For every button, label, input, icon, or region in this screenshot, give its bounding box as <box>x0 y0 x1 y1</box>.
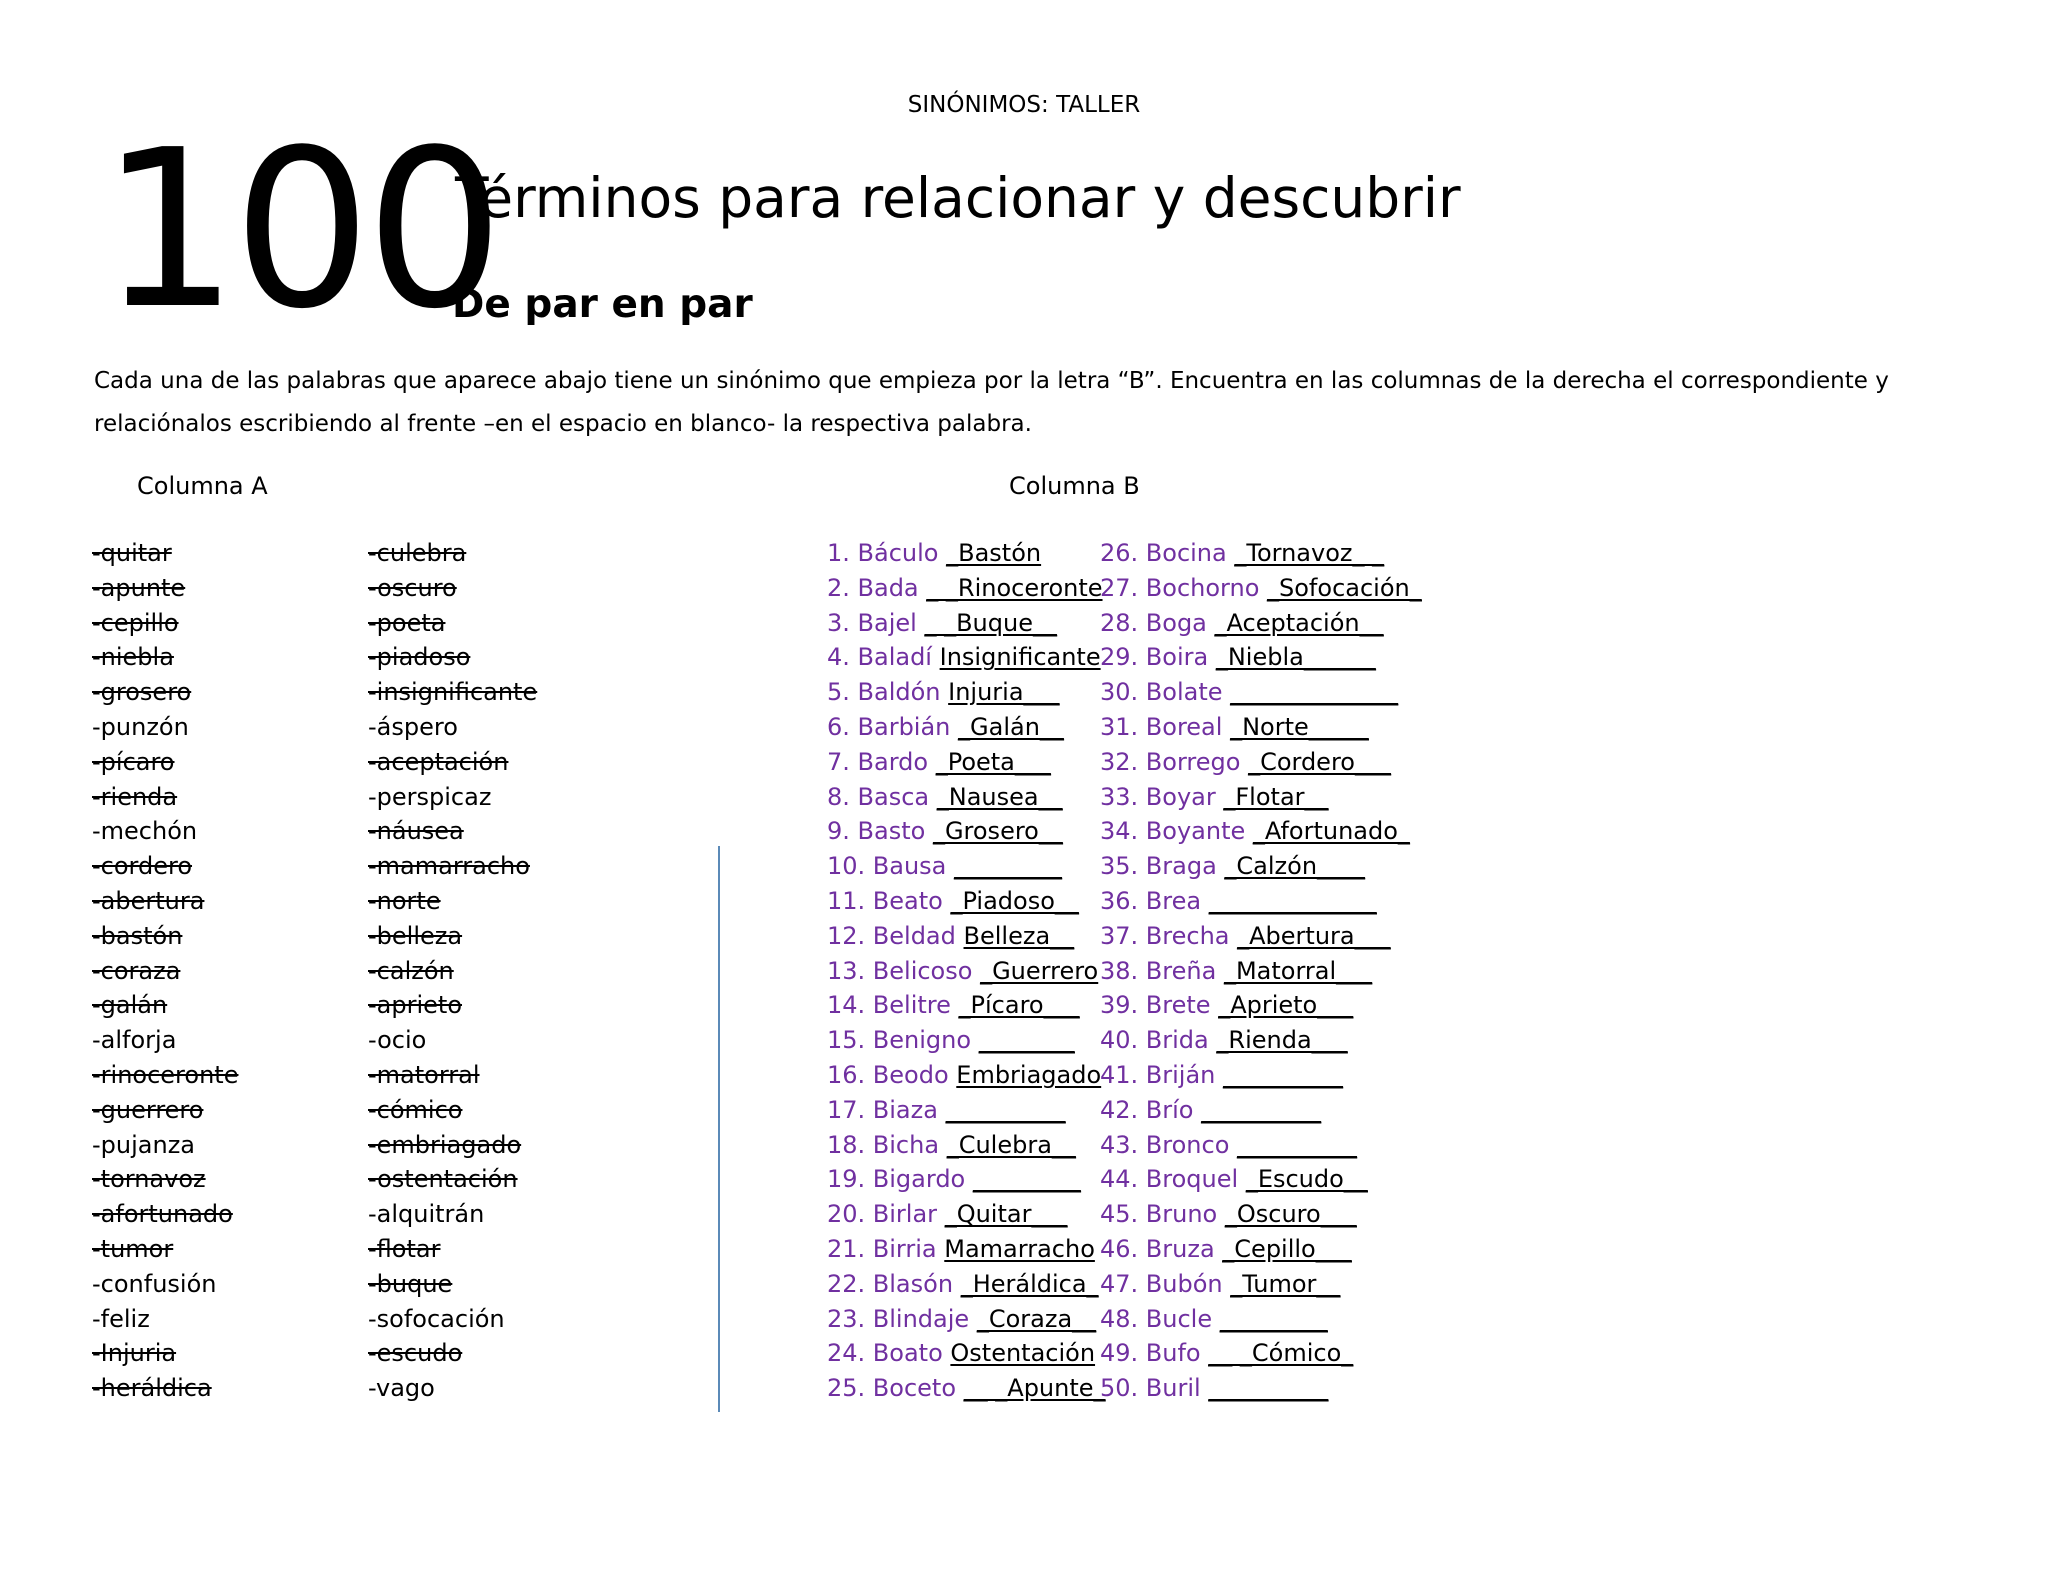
synonym-row <box>827 606 1106 641</box>
answer-blank[interactable]: _Norte_____ <box>1230 712 1369 741</box>
big-number: 100 <box>100 104 499 357</box>
synonym-row <box>827 954 1106 989</box>
word-item: -norte <box>368 886 441 915</box>
synonym-term: 16. Beodo <box>827 1060 949 1089</box>
answer-blank[interactable]: _Oscuro___ <box>1224 1200 1357 1229</box>
answer-blank[interactable]: _Nausea__ <box>936 782 1063 811</box>
word-item: -apunte <box>92 573 186 602</box>
answer-blank[interactable]: __________ <box>1208 1374 1329 1403</box>
answer-blank[interactable]: __ _Apunte_ <box>963 1374 1106 1403</box>
answer-blank[interactable]: _Heráldica_ <box>960 1269 1099 1298</box>
answer-blank[interactable]: _Bastón <box>946 539 1042 567</box>
answer-blank[interactable]: _________ <box>972 1165 1081 1194</box>
answer-blank[interactable]: _Aprieto___ <box>1218 991 1354 1020</box>
synonym-term: 13. Belicoso <box>827 956 973 985</box>
answer-blank[interactable]: _Culebra__ <box>946 1130 1076 1159</box>
answer-blank[interactable]: __________ <box>1201 1095 1322 1124</box>
word-item: -bastón <box>92 921 183 950</box>
synonym-row <box>827 1128 1106 1163</box>
document-header: SINÓNIMOS: TALLER <box>907 92 1141 118</box>
synonym-row <box>827 1267 1106 1302</box>
synonym-term: 41. Briján <box>1100 1060 1216 1089</box>
synonym-row <box>827 884 1106 919</box>
synonym-term: 5. Baldón <box>827 678 941 707</box>
synonym-term: 31. Boreal <box>1100 712 1223 741</box>
synonym-term: 50. Buril <box>1100 1374 1201 1403</box>
synonym-row <box>1100 571 1422 606</box>
word-item: -rinoceronte <box>92 1060 239 1089</box>
answer-blank[interactable]: _Aceptación__ <box>1214 608 1384 637</box>
word-item: -guerrero <box>92 1095 204 1124</box>
synonym-row <box>827 1058 1106 1093</box>
word-item: -calzón <box>368 956 454 985</box>
answer-blank[interactable]: ______________ <box>1230 678 1399 707</box>
synonym-row <box>1100 1093 1422 1128</box>
word-item: -afortunado <box>92 1200 233 1229</box>
synonym-term: 32. Borrego <box>1100 747 1241 776</box>
answer-blank[interactable]: _Grosero__ <box>932 817 1063 846</box>
word-item: -mechón <box>92 817 198 846</box>
synonym-term: 23. Blindaje <box>827 1304 970 1333</box>
word-item: -cómico <box>368 1095 463 1124</box>
answer-blank[interactable]: Belleza__ <box>963 921 1075 950</box>
answer-blank[interactable]: __________ <box>945 1095 1066 1124</box>
word-item: -poeta <box>368 608 446 637</box>
synonym-term: 14. Belitre <box>827 991 951 1020</box>
answer-blank[interactable]: _________ <box>954 852 1063 881</box>
synonym-term: 11. Beato <box>827 886 943 915</box>
synonym-term: 29. Boira <box>1100 643 1209 672</box>
synonym-term: 28. Boga <box>1100 608 1207 637</box>
word-item: -Injuria <box>92 1339 177 1368</box>
synonym-row <box>827 1371 1106 1406</box>
synonym-row <box>1100 849 1422 884</box>
synonym-row <box>1100 814 1422 849</box>
synonym-row <box>827 1336 1106 1371</box>
synonym-term: 1. Báculo <box>827 539 939 567</box>
synonym-row <box>827 1162 1106 1197</box>
synonym-term: 37. Brecha <box>1100 921 1230 950</box>
synonym-row <box>1100 1058 1422 1093</box>
synonym-row <box>1100 780 1422 815</box>
synonym-term: 7. Bardo <box>827 747 929 776</box>
synonym-term: 8. Basca <box>827 782 930 811</box>
synonym-row <box>827 675 1106 710</box>
synonym-term: 19. Bigardo <box>827 1165 966 1194</box>
synonym-row <box>827 988 1106 1023</box>
answer-blank[interactable]: _Calzón____ <box>1224 852 1366 881</box>
answer-blank[interactable]: _Tumor__ <box>1230 1269 1341 1298</box>
synonym-term: 34. Boyante <box>1100 817 1246 846</box>
word-item: -matorral <box>368 1060 480 1089</box>
word-item: -alquitrán <box>368 1200 485 1229</box>
synonym-row <box>1100 988 1422 1023</box>
synonym-term: 10. Bausa <box>827 852 947 881</box>
column-divider <box>718 846 720 1412</box>
answer-blank[interactable]: _________ <box>1219 1304 1328 1333</box>
word-item: -perspicaz <box>368 782 492 811</box>
synonym-term: 48. Bucle <box>1100 1304 1213 1333</box>
word-item: -áspero <box>368 712 458 741</box>
word-item: -niebla <box>92 643 174 672</box>
answer-blank[interactable]: Embriagado <box>956 1060 1102 1089</box>
synonym-term: 46. Bruza <box>1100 1234 1215 1263</box>
synonym-term: 15. Benigno <box>827 1026 972 1055</box>
word-item: -abertura <box>92 886 205 915</box>
synonym-row <box>1100 1267 1422 1302</box>
answer-blank[interactable]: __________ <box>1237 1130 1358 1159</box>
synonym-term: 42. Brío <box>1100 1095 1194 1124</box>
synonym-term: 12. Beldad <box>827 921 956 950</box>
word-item: -mamarracho <box>368 852 530 881</box>
answer-blank[interactable]: _Pícaro___ <box>958 991 1080 1020</box>
answer-blank[interactable]: __________ <box>1223 1060 1344 1089</box>
word-item: -cepillo <box>92 608 179 637</box>
synonym-row <box>827 571 1106 606</box>
word-item: -culebra <box>368 539 467 567</box>
answer-blank[interactable]: ______________ <box>1208 886 1377 915</box>
synonym-term: 2. Bada <box>827 573 919 602</box>
column-b-list-2 <box>1100 536 1422 1406</box>
word-item: -sofocación <box>368 1304 505 1333</box>
synonym-row <box>1100 1128 1422 1163</box>
page-subtitle: De par en par <box>452 282 753 327</box>
word-item: -rienda <box>92 782 178 811</box>
word-item: -heráldica <box>92 1374 212 1403</box>
synonym-row <box>1100 1162 1422 1197</box>
word-item: -embriagado <box>368 1130 522 1159</box>
synonym-term: 43. Bronco <box>1100 1130 1230 1159</box>
synonym-term: 24. Boato <box>827 1339 943 1368</box>
word-item: -insignificante <box>368 678 538 707</box>
word-item: -náusea <box>368 817 464 846</box>
synonym-term: 36. Brea <box>1100 886 1202 915</box>
synonym-term: 17. Biaza <box>827 1095 938 1124</box>
synonym-term: 3. Bajel <box>827 608 917 637</box>
synonym-row <box>827 1023 1106 1058</box>
column-b-heading: Columna B <box>1009 472 1140 500</box>
synonym-row <box>827 1302 1106 1337</box>
answer-blank[interactable]: _Poeta___ <box>935 747 1051 776</box>
word-item: -ocio <box>368 1026 427 1055</box>
word-item: -feliz <box>92 1304 150 1333</box>
synonym-term: 22. Blasón <box>827 1269 954 1298</box>
column-b-list-1 <box>827 536 1106 1406</box>
synonym-term: 30. Bolate <box>1100 678 1223 707</box>
word-item: -aprieto <box>368 991 462 1020</box>
synonym-row <box>1100 1232 1422 1267</box>
synonym-term: 27. Bochorno <box>1100 573 1260 602</box>
answer-blank[interactable]: _Matorral___ <box>1223 956 1373 985</box>
answer-blank[interactable]: _ _Rinoceronte <box>926 573 1103 602</box>
synonym-row <box>1100 1197 1422 1232</box>
word-item: -oscuro <box>368 573 457 602</box>
synonym-term: 40. Brida <box>1100 1026 1209 1055</box>
synonym-term: 21. Birria <box>827 1234 937 1263</box>
synonym-term: 9. Basto <box>827 817 926 846</box>
synonym-row <box>827 919 1106 954</box>
word-item: -alforja <box>92 1026 177 1055</box>
synonym-row <box>1100 710 1422 745</box>
answer-blank[interactable]: _Rienda___ <box>1216 1026 1348 1055</box>
synonym-row <box>1100 536 1422 571</box>
synonym-row <box>827 780 1106 815</box>
answer-blank[interactable]: ________ <box>978 1026 1075 1055</box>
word-item: -belleza <box>368 921 463 950</box>
answer-blank[interactable]: _Cepillo___ <box>1222 1234 1352 1263</box>
instructions-paragraph: Cada una de las palabras que aparece abajo tiene un sinónimo que empieza por la letra “B”. Encuentra en las columnas de la derecha el correspondiente y relaciónalos escribiendo al frente –en el espacio en blanco- la respectiva palabra. <box>94 368 1889 437</box>
synonym-row <box>827 814 1106 849</box>
word-item: -quitar <box>92 539 172 567</box>
synonym-row <box>1100 954 1422 989</box>
word-item: -buque <box>368 1269 453 1298</box>
synonym-row <box>827 1232 1106 1267</box>
word-item: -piadoso <box>368 643 471 672</box>
synonym-row <box>827 1093 1106 1128</box>
answer-blank[interactable]: __ _Cómico_ <box>1208 1339 1354 1368</box>
synonym-term: 6. Barbián <box>827 712 951 741</box>
word-item: -pujanza <box>92 1130 195 1159</box>
word-item: -tumor <box>92 1234 174 1263</box>
synonym-row <box>1100 640 1422 675</box>
page-title: Términos para relacionar y descubrir <box>455 166 1461 230</box>
synonym-row <box>827 536 1106 571</box>
answer-blank[interactable]: _Niebla______ <box>1215 643 1376 672</box>
synonym-row <box>827 745 1106 780</box>
synonym-row <box>1100 1371 1422 1406</box>
answer-blank[interactable]: _ _Buque__ <box>924 608 1057 637</box>
word-item: -flotar <box>368 1234 441 1263</box>
answer-blank[interactable]: _Piadoso__ <box>950 886 1079 915</box>
word-item: -galán <box>92 991 168 1020</box>
word-item: -ostentación <box>368 1165 518 1194</box>
synonym-row <box>1100 606 1422 641</box>
synonym-row <box>1100 745 1422 780</box>
answer-blank[interactable]: _Guerrero <box>980 956 1099 985</box>
answer-blank[interactable]: _Coraza__ <box>976 1304 1097 1333</box>
answer-blank[interactable]: _Abertura___ <box>1237 921 1391 950</box>
synonym-row <box>1100 1023 1422 1058</box>
synonym-term: 45. Bruno <box>1100 1200 1218 1229</box>
synonym-row <box>1100 1302 1422 1337</box>
word-item: -punzón <box>92 712 189 741</box>
answer-blank[interactable]: Insignificante <box>939 643 1101 672</box>
answer-blank[interactable]: _Sofocación_ <box>1267 573 1422 602</box>
answer-blank[interactable]: Ostentación <box>950 1339 1096 1368</box>
answer-blank[interactable]: _Tornavoz_ _ <box>1234 539 1385 567</box>
answer-blank[interactable]: _Quitar___ <box>944 1200 1068 1229</box>
answer-blank[interactable]: _Escudo__ <box>1245 1165 1368 1194</box>
synonym-term: 49. Bufo <box>1100 1339 1201 1368</box>
synonym-term: 18. Bicha <box>827 1130 940 1159</box>
word-item: -cordero <box>92 852 193 881</box>
synonym-term: 47. Bubón <box>1100 1269 1223 1298</box>
synonym-row <box>827 710 1106 745</box>
answer-blank[interactable]: Mamarracho <box>944 1234 1095 1263</box>
synonym-term: 39. Brete <box>1100 991 1211 1020</box>
synonym-term: 25. Boceto <box>827 1374 956 1403</box>
synonym-term: 44. Broquel <box>1100 1165 1239 1194</box>
synonym-term: 26. Bocina <box>1100 539 1227 567</box>
answer-blank[interactable]: _Cordero___ <box>1248 747 1391 776</box>
synonym-row <box>1100 884 1422 919</box>
synonym-row <box>827 640 1106 675</box>
word-item: -pícaro <box>92 747 175 776</box>
word-item: -aceptación <box>368 747 509 776</box>
word-item: -grosero <box>92 678 192 707</box>
word-item: -tornavoz <box>92 1165 206 1194</box>
word-item: -confusión <box>92 1269 217 1298</box>
synonym-term: 35. Braga <box>1100 852 1217 881</box>
column-a-heading: Columna A <box>137 472 268 500</box>
word-item: -vago <box>368 1374 435 1403</box>
word-item: -escudo <box>368 1339 463 1368</box>
answer-blank[interactable]: _Galán__ <box>958 712 1064 741</box>
answer-blank[interactable]: Injuria___ <box>948 678 1060 707</box>
column-a-list-1 <box>92 536 238 1406</box>
synonym-term: 20. Birlar <box>827 1200 938 1229</box>
synonym-row <box>1100 675 1422 710</box>
synonym-row <box>1100 1336 1422 1371</box>
synonym-term: 38. Breña <box>1100 956 1217 985</box>
synonym-row <box>827 1197 1106 1232</box>
synonym-row <box>1100 919 1422 954</box>
synonym-row <box>827 849 1106 884</box>
word-item: -coraza <box>92 956 181 985</box>
synonym-term: 33. Boyar <box>1100 782 1216 811</box>
column-a-list-2 <box>368 536 537 1406</box>
answer-blank[interactable]: _Flotar__ <box>1223 782 1329 811</box>
answer-blank[interactable]: _Afortunado_ <box>1252 817 1410 846</box>
synonym-term: 4. Baladí <box>827 643 932 672</box>
